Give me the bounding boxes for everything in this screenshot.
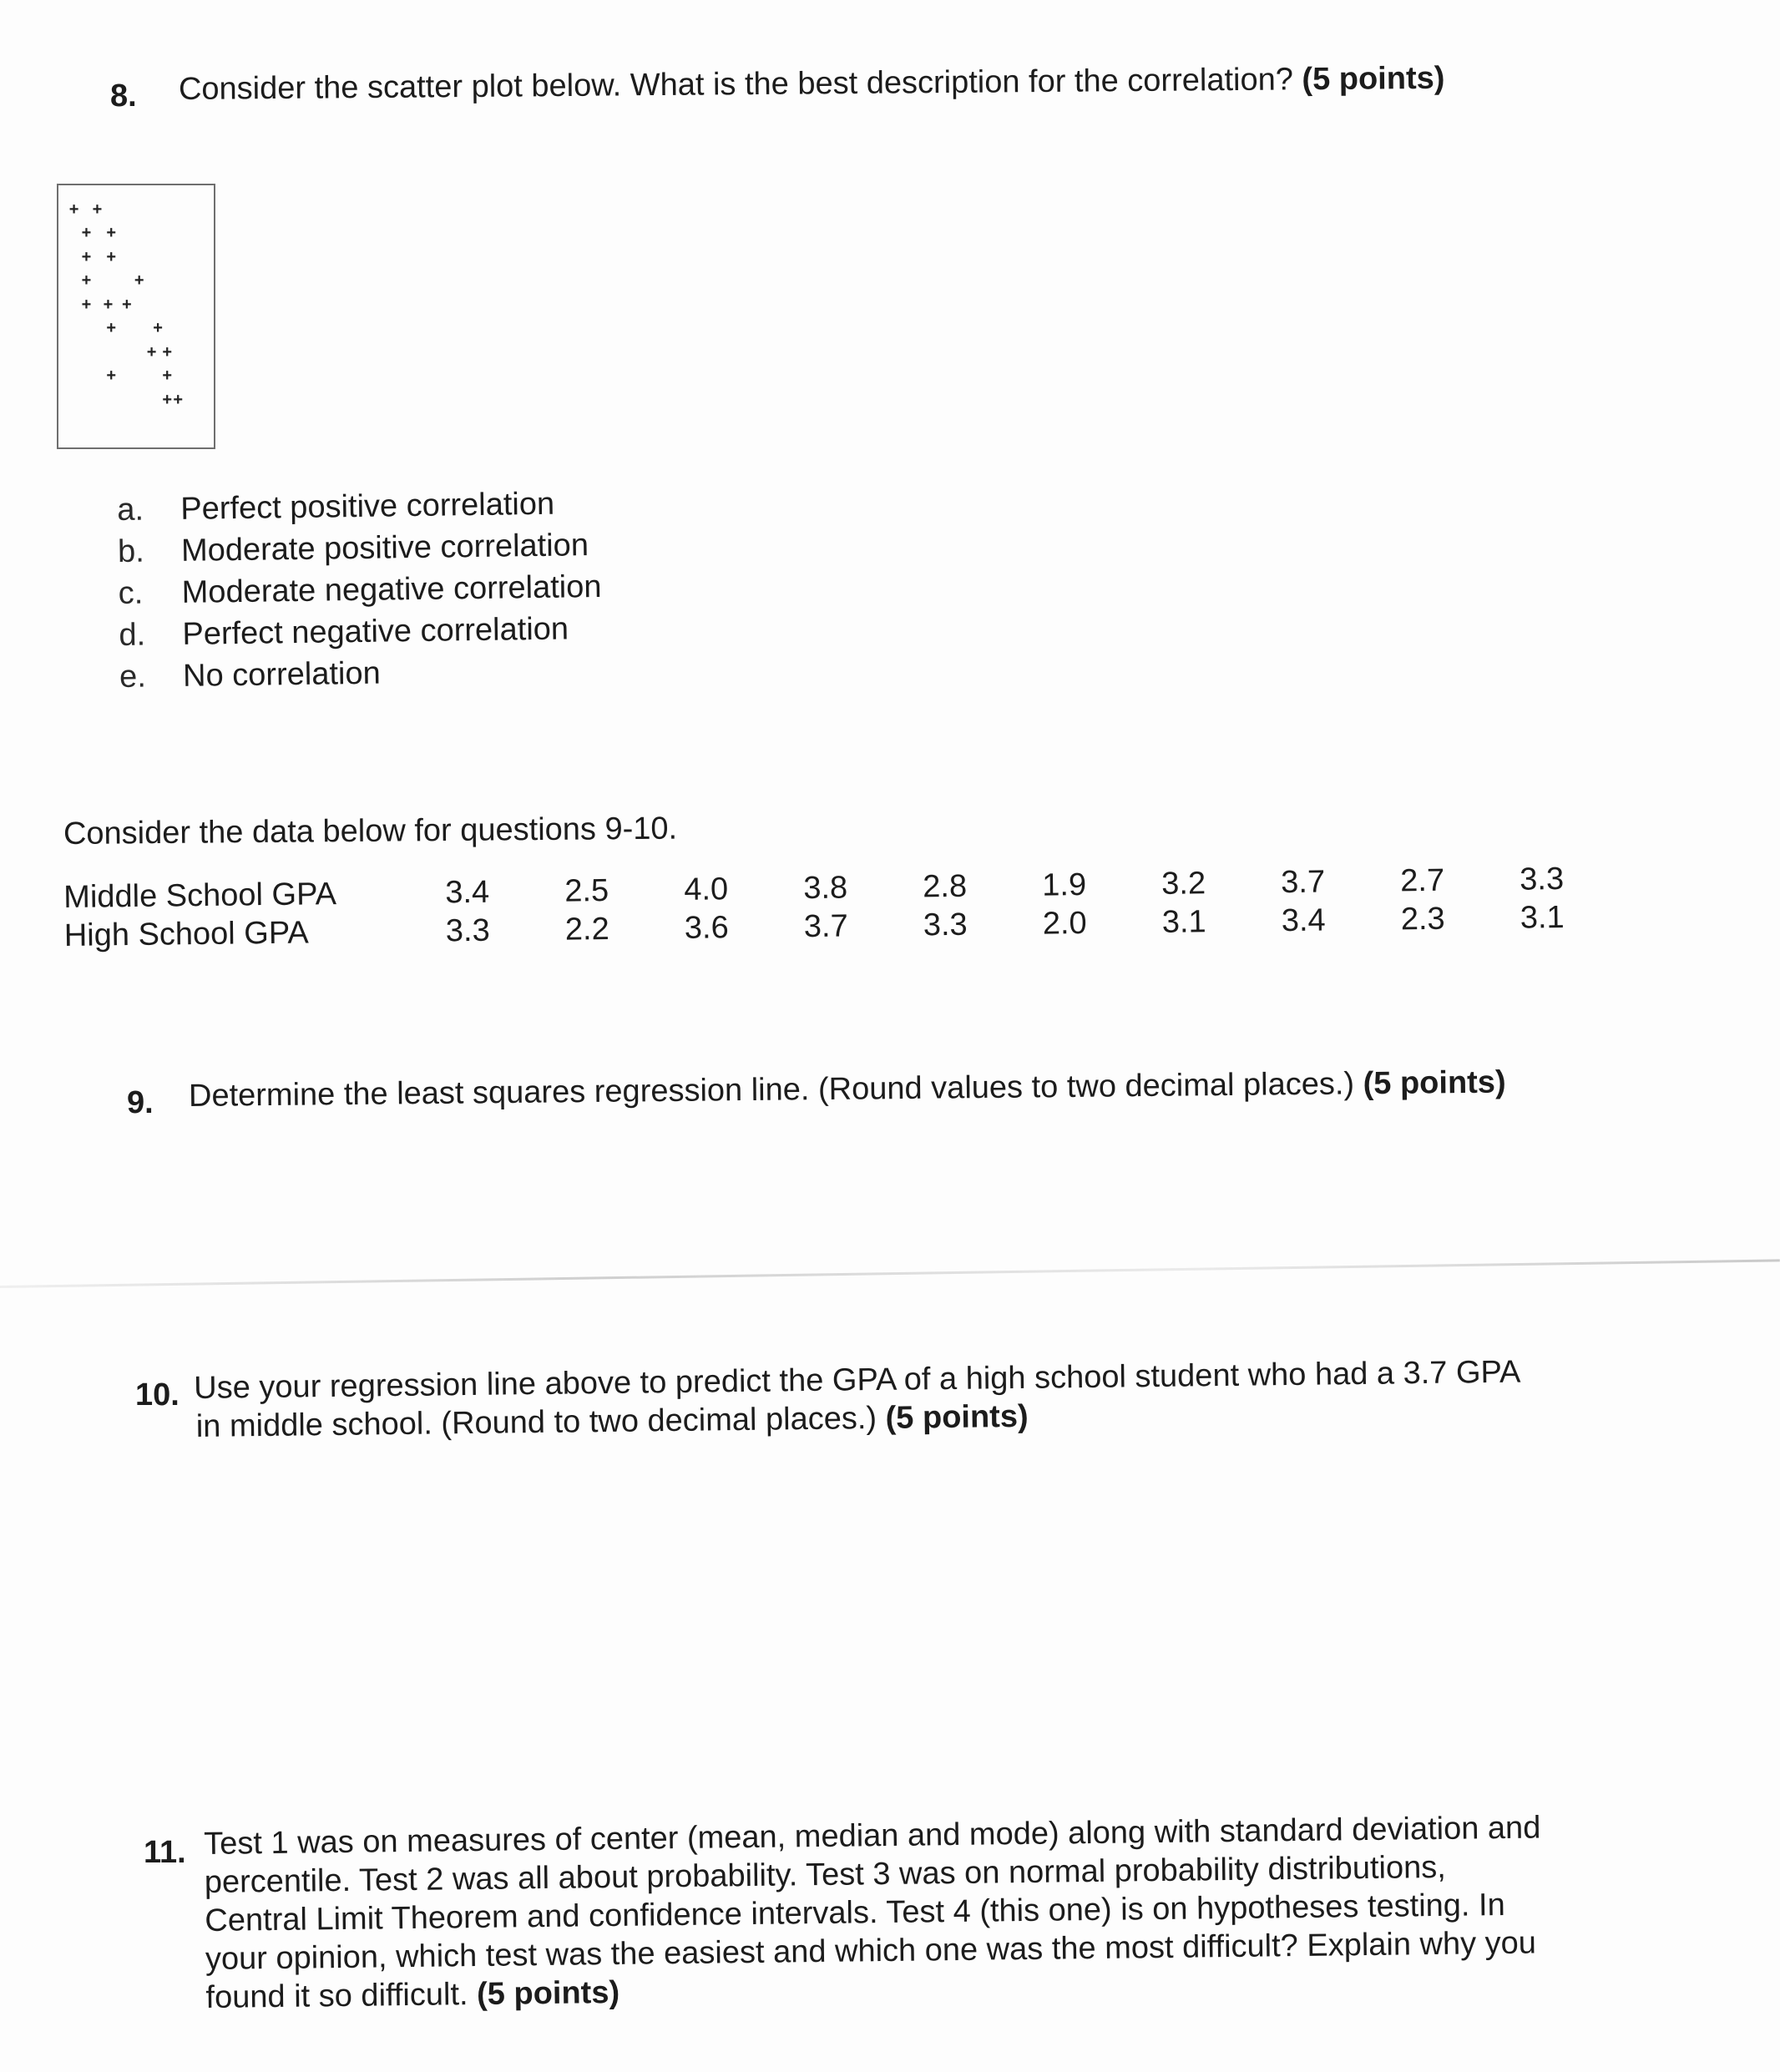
- option-e[interactable]: [119, 649, 603, 698]
- question-11-line-3: Central Limit Theorem and confidence intervals. Test 4 (this one) is on hypotheses testing. In: [205, 1887, 1505, 1938]
- option-a-letter: a.: [117, 492, 144, 528]
- table-cell: 1.9: [1042, 867, 1087, 903]
- question-9-prompt: Determine the least squares regression line. (Round values to two decimal places.): [188, 1066, 1355, 1114]
- question-8-prompt: Consider the scatter plot below. What is the best description for the correlation?: [178, 62, 1294, 107]
- option-c-letter: c.: [118, 575, 144, 611]
- question-8-options: [117, 483, 603, 698]
- scatter-point: +: [173, 390, 184, 409]
- scatter-point: +: [106, 247, 117, 266]
- question-10-line-2: in middle school. (Round to two decimal places.): [195, 1401, 877, 1444]
- scatter-point: +: [146, 342, 157, 361]
- table-cell: 2.2: [564, 912, 609, 948]
- question-9-text: [189, 1063, 1506, 1115]
- table-cell: 2.5: [564, 873, 609, 909]
- option-e-text: No correlation: [182, 655, 381, 694]
- table-cell: 3.3: [445, 912, 490, 949]
- option-d-text: Perfect negative correlation: [182, 611, 569, 652]
- table-cell: 3.3: [923, 907, 968, 943]
- scatter-point: +: [81, 295, 92, 314]
- question-11-line-5: found it so difficult.: [205, 1977, 468, 2015]
- scatter-point: +: [162, 342, 173, 361]
- data-intro: Consider the data below for questions 9-10.: [63, 811, 678, 852]
- table-cell: 2.0: [1042, 906, 1087, 942]
- table-cell: 3.1: [1520, 900, 1565, 936]
- scatter-point: +: [162, 390, 173, 409]
- option-d[interactable]: [119, 608, 602, 656]
- question-10-text: [194, 1352, 1614, 1446]
- question-10-line-1: Use your regression line above to predict the GPA of a high school student who had a 3.7 GPA: [194, 1354, 1521, 1406]
- scatter-point: +: [81, 224, 92, 243]
- scatter-point: +: [81, 247, 92, 266]
- table-cell: 3.7: [1280, 864, 1326, 901]
- scatter-point: +: [121, 295, 132, 314]
- question-11-text: [204, 1807, 1626, 2017]
- scatter-point: +: [103, 295, 114, 314]
- row-label: High School GPA: [63, 915, 309, 953]
- table-cell: 3.1: [1161, 904, 1206, 940]
- question-8-number: 8.: [110, 78, 137, 114]
- scatter-point: +: [106, 224, 117, 243]
- scatter-point: +: [153, 319, 163, 338]
- question-8-text: [179, 59, 1445, 109]
- option-a[interactable]: [117, 483, 600, 531]
- table-cell: 2.7: [1399, 862, 1445, 899]
- question-11-line-2: percentile. Test 2 was all about probability. Test 3 was on normal probability distributions,: [204, 1849, 1447, 1900]
- question-10-points: (5 points): [885, 1398, 1029, 1436]
- table-cell: 3.3: [1519, 862, 1565, 897]
- option-d-letter: d.: [119, 617, 146, 653]
- table-cell: 3.4: [445, 874, 490, 911]
- table-cell: 3.7: [803, 908, 848, 945]
- scatter-point: +: [106, 319, 117, 338]
- question-9-points: (5 points): [1363, 1064, 1506, 1102]
- table-cell: 3.4: [1281, 902, 1326, 939]
- option-b[interactable]: [118, 524, 601, 573]
- option-b-letter: b.: [117, 533, 145, 569]
- option-c[interactable]: [118, 566, 601, 614]
- question-11-line-1: Test 1 was on measures of center (mean, median and mode) along with standard deviation and: [204, 1810, 1541, 1862]
- question-10-number: 10.: [135, 1377, 180, 1412]
- scatter-point: +: [134, 271, 144, 291]
- question-8-points: (5 points): [1302, 60, 1445, 98]
- scatter-point: +: [81, 271, 92, 291]
- gpa-data-table: [63, 859, 1602, 954]
- scatter-point: +: [162, 366, 173, 386]
- question-11-number: 11.: [144, 1835, 186, 1870]
- table-cell: 2.8: [923, 868, 968, 905]
- option-e-letter: e.: [119, 659, 147, 695]
- question-11-points: (5 points): [476, 1974, 620, 2013]
- scatter-point: +: [106, 366, 117, 386]
- question-9-number: 9.: [127, 1085, 154, 1120]
- option-b-text: Moderate positive correlation: [180, 528, 589, 569]
- paper-fold-line: [0, 1259, 1780, 1288]
- row-label: Middle School GPA: [63, 877, 337, 915]
- table-cell: 4.0: [684, 872, 729, 907]
- question-11-line-4: your opinion, which test was the easiest and which one was the most difficult? Explain why you: [205, 1925, 1537, 1977]
- option-c-text: Moderate negative correlation: [181, 569, 602, 610]
- scatter-point: +: [92, 200, 103, 219]
- scatter-point: +: [68, 200, 79, 219]
- table-cell: 3.2: [1161, 866, 1206, 902]
- table-cell: 3.8: [803, 870, 848, 907]
- table-cell: 2.3: [1400, 901, 1445, 937]
- scatter-plot: [57, 184, 215, 449]
- table-cell: 3.6: [684, 910, 729, 946]
- option-a-text: Perfect positive correlation: [180, 486, 555, 527]
